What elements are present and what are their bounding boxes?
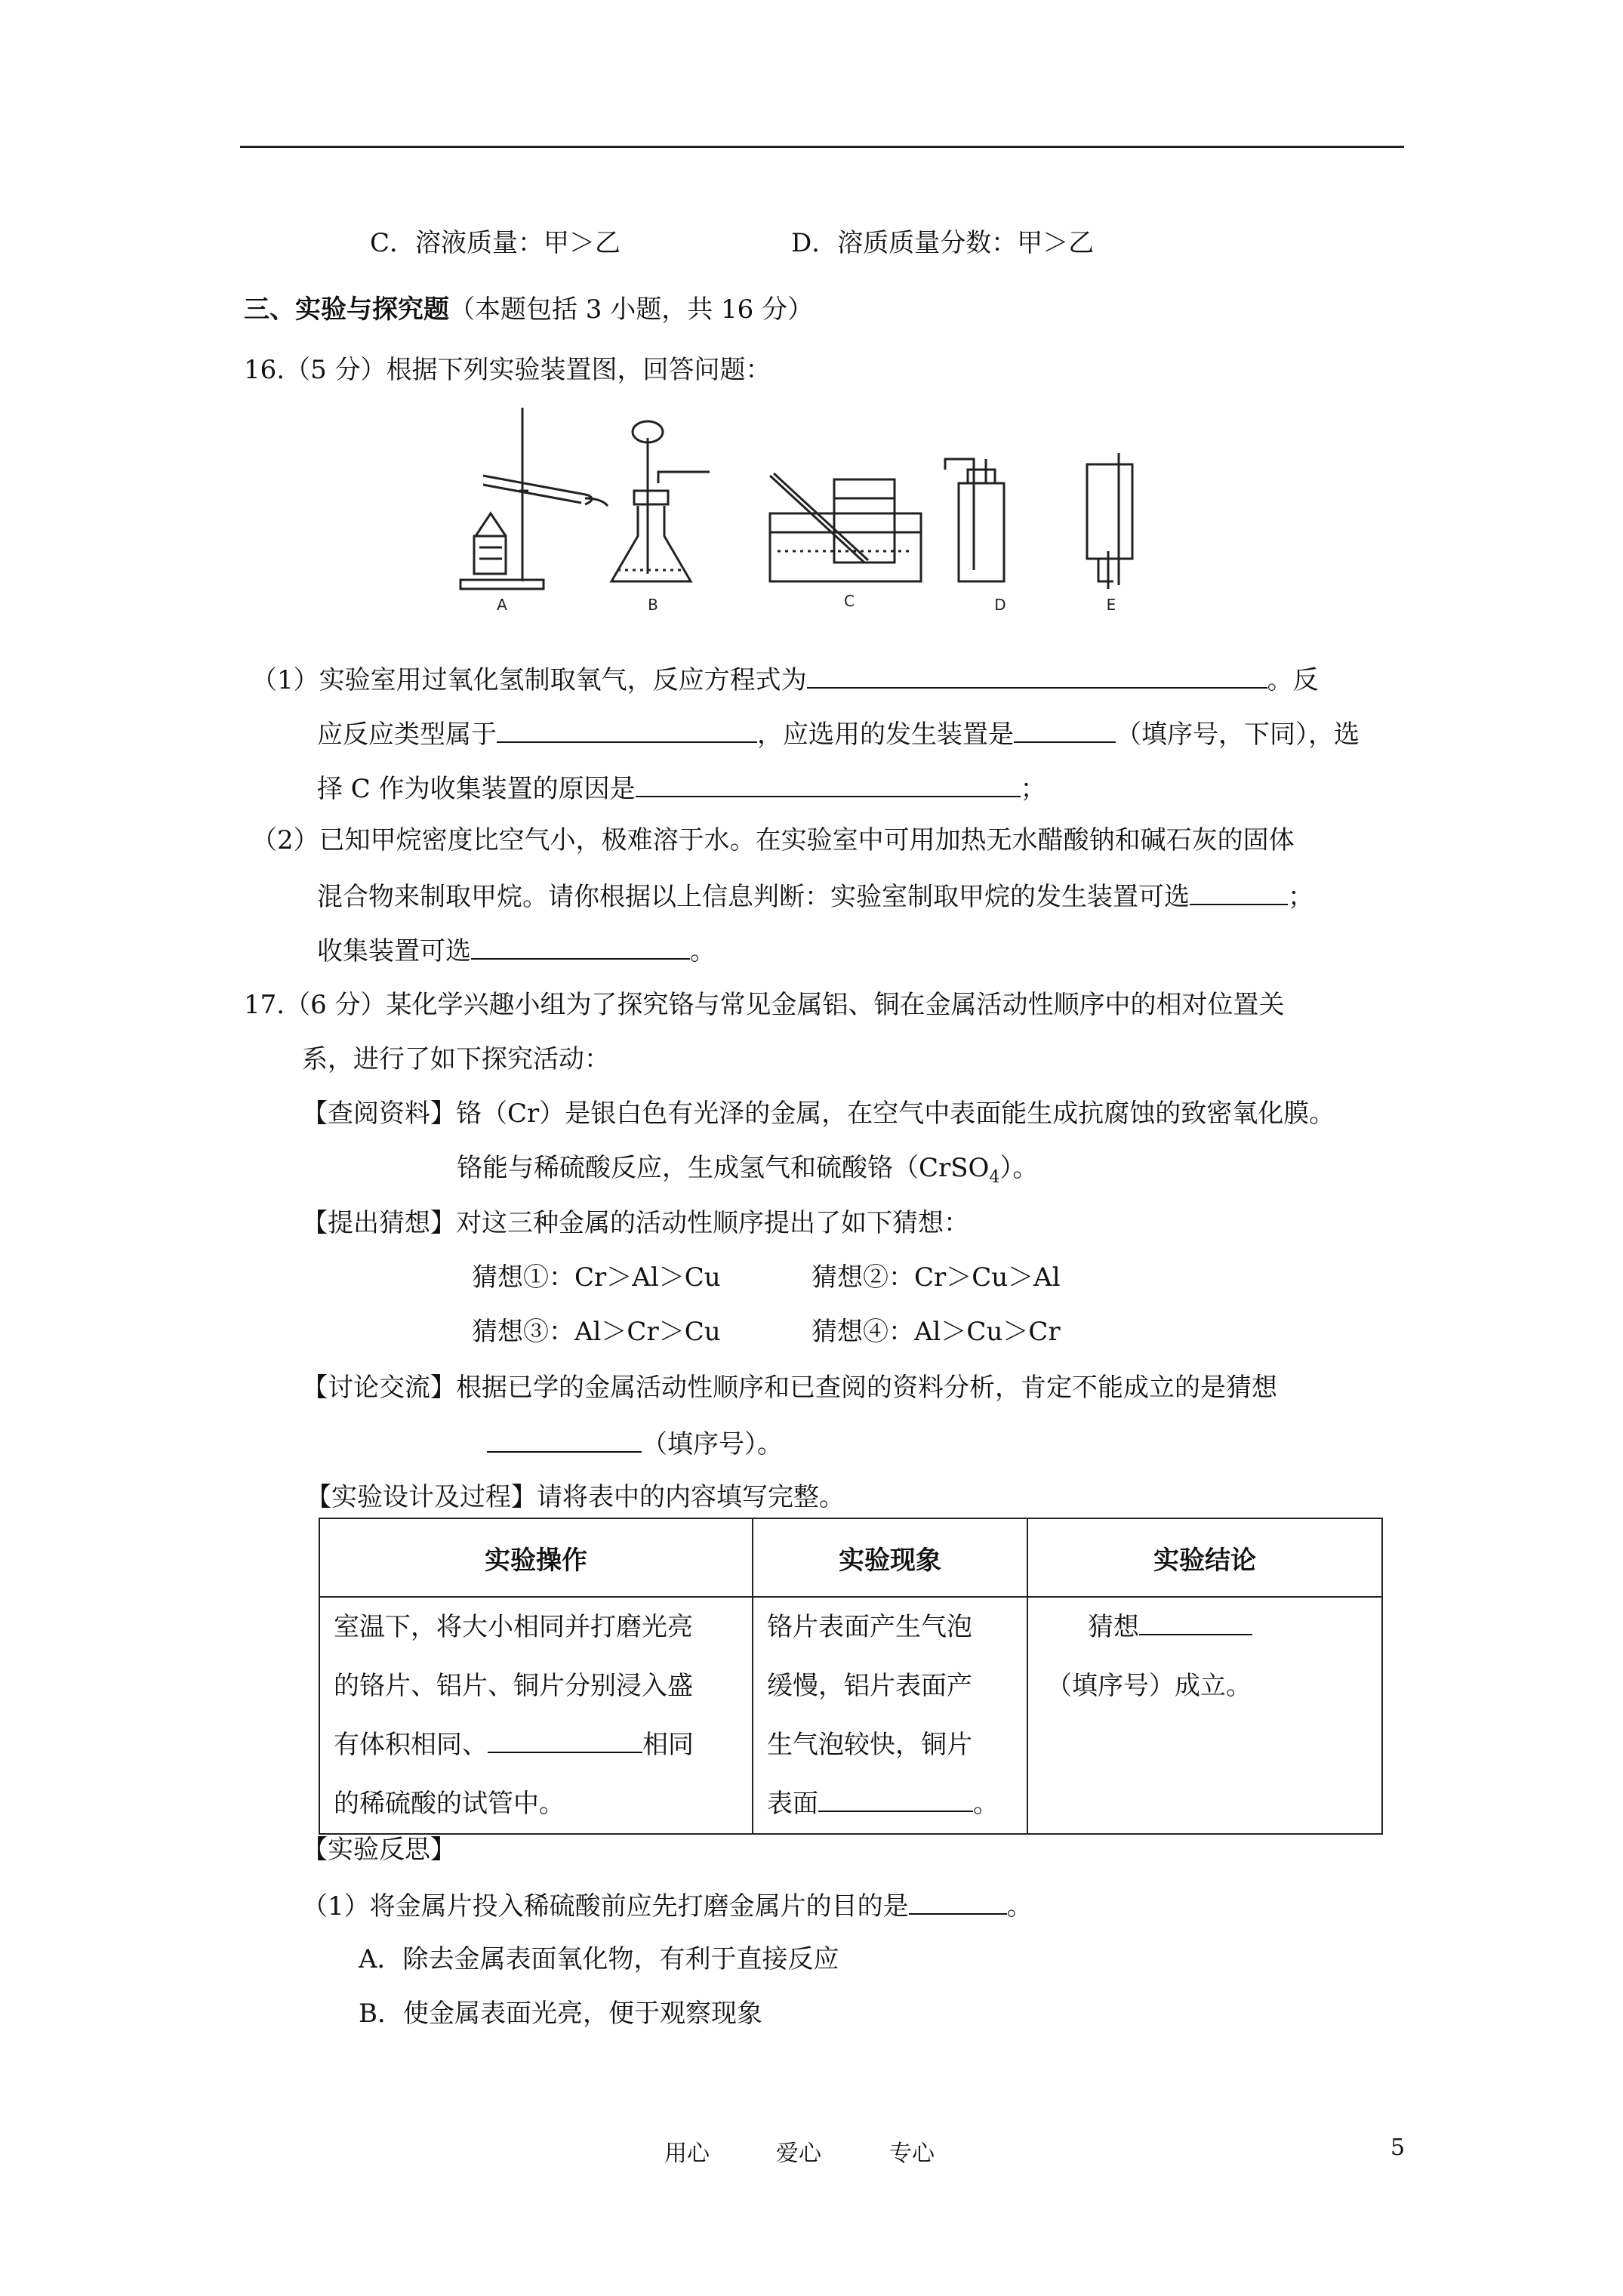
- guess-2: 猜想②：Cr＞Cu＞Al: [812, 1262, 1061, 1293]
- table-row: [319, 1597, 1382, 1834]
- header-phenomenon: 实验现象: [753, 1518, 1027, 1597]
- label-d: D: [994, 596, 1006, 614]
- guess-4: 猜想④：Al＞Cu＞Cr: [812, 1317, 1061, 1347]
- footer-motto-2: 爱心: [776, 2140, 821, 2167]
- q17-stem-line1: 17.（6 分）某化学兴趣小组为了探究铬与常见金属铝、铜在金属活动性顺序中的相对位置关: [244, 990, 1285, 1020]
- section-note: （本题包括 3 小题，共 16 分）: [449, 294, 814, 325]
- apparatus-c: [770, 473, 921, 581]
- answer-blank-reason[interactable]: [636, 772, 1021, 797]
- answer-blank-methane-generator[interactable]: [1190, 880, 1288, 905]
- q16-p1-line3: 择 C 作为收集装置的原因是 ；: [317, 772, 1046, 804]
- footer-motto-3: 专心: [889, 2140, 935, 2167]
- answer-blank-equation[interactable]: [807, 663, 1267, 689]
- lab-apparatus-figure: [453, 400, 1170, 627]
- design-line: 【实验设计及过程】请将表中的内容填写完整。: [306, 1482, 845, 1512]
- reflect-q1: （1）将金属片投入稀硫酸前应先打磨金属片的目的是 。: [302, 1889, 1033, 1922]
- q16-p1-line2: 应反应类型属于 ，应选用的发生装置是 （填序号，下同），选: [317, 717, 1360, 750]
- apparatus-b: [611, 421, 710, 581]
- page-number: 5: [1390, 2134, 1406, 2161]
- header-operation: 实验操作: [319, 1518, 753, 1597]
- label-c: C: [844, 592, 855, 610]
- experiment-table: [319, 1518, 1383, 1835]
- q17-stem-line2: 系，进行了如下探究活动：: [302, 1044, 610, 1074]
- q16-stem: 16.（5 分）根据下列实验装置图，回答问题：: [244, 355, 771, 385]
- answer-blank-conclusion[interactable]: [1139, 1610, 1252, 1635]
- footer-motto-1: 用心: [664, 2140, 710, 2167]
- reflect-option-b: B．使金属表面光亮，便于观察现象: [359, 1999, 762, 2029]
- label-a: A: [497, 596, 507, 614]
- answer-blank-polish-purpose[interactable]: [909, 1889, 1007, 1915]
- cell-operation: 室温下，将大小相同并打磨光亮 的铬片、铝片、铜片分别浸入盛 有体积相同、 相同 的稀硫酸的试管中。: [319, 1597, 753, 1834]
- reflect-option-a: A．除去金属表面氧化物，有利于直接反应: [359, 1944, 839, 1974]
- answer-blank-reaction-type[interactable]: [497, 717, 757, 743]
- section-heading: [244, 294, 813, 325]
- discuss-line2: （填序号）。: [487, 1427, 783, 1459]
- header-conclusion: 实验结论: [1027, 1518, 1382, 1597]
- header-rule: [240, 146, 1404, 148]
- guess-1: 猜想①：Cr＞Al＞Cu: [472, 1262, 721, 1293]
- option-c: C．溶液质量：甲＞乙: [370, 228, 621, 258]
- answer-blank-methane-collector[interactable]: [471, 934, 690, 960]
- answer-blank-impossible-guess[interactable]: [487, 1427, 642, 1453]
- q16-p1-line1: （1）实验室用过氧化氢制取氧气，反应方程式为 。反: [251, 663, 1319, 695]
- cell-conclusion: 猜想 （填序号）成立。: [1027, 1597, 1382, 1834]
- answer-blank-generator[interactable]: [1014, 717, 1116, 743]
- option-d: D．溶质质量分数：甲＞乙: [791, 228, 1095, 258]
- q16-p2-line2: 混合物来制取甲烷。请你根据以上信息判断：实验室制取甲烷的发生装置可选 ；: [317, 880, 1313, 912]
- answer-blank-acid-condition[interactable]: [488, 1727, 642, 1753]
- info-line2: 铬能与稀硫酸反应，生成氢气和硫酸铬（CrSO$_4$）。: [457, 1153, 1039, 1187]
- info-line1: 【查阅资料】铬（Cr）是银白色有光泽的金属，在空气中表面能生成抗腐蚀的致密氧化膜。: [302, 1099, 1335, 1129]
- apparatus-a: [460, 408, 608, 589]
- apparatus-e: [1087, 453, 1132, 589]
- q16-p2-line1: （2）已知甲烷密度比空气小，极难溶于水。在实验室中可用加热无水醋酸钠和碱石灰的固体: [251, 825, 1295, 855]
- section-title: 三、实验与探究题: [244, 294, 449, 325]
- label-e: E: [1106, 596, 1116, 614]
- label-b: B: [648, 596, 658, 614]
- guess-3: 猜想③：Al＞Cr＞Cu: [472, 1317, 721, 1347]
- cell-phenomenon: 铬片表面产生气泡 缓慢，铝片表面产 生气泡较快，铜片 表面 。: [753, 1597, 1027, 1834]
- apparatus-d: [945, 459, 1004, 581]
- answer-blank-copper-surface[interactable]: [818, 1786, 973, 1812]
- reflect-heading: 【实验反思】: [302, 1835, 456, 1865]
- discuss-line1: 【讨论交流】根据已学的金属活动性顺序和已查阅的资料分析，肯定不能成立的是猜想: [302, 1373, 1277, 1403]
- q16-p2-line3: 收集装置可选 。: [317, 934, 716, 966]
- guess-intro: 【提出猜想】对这三种金属的活动性顺序提出了如下猜想：: [302, 1208, 969, 1238]
- table-header-row: [319, 1518, 1382, 1597]
